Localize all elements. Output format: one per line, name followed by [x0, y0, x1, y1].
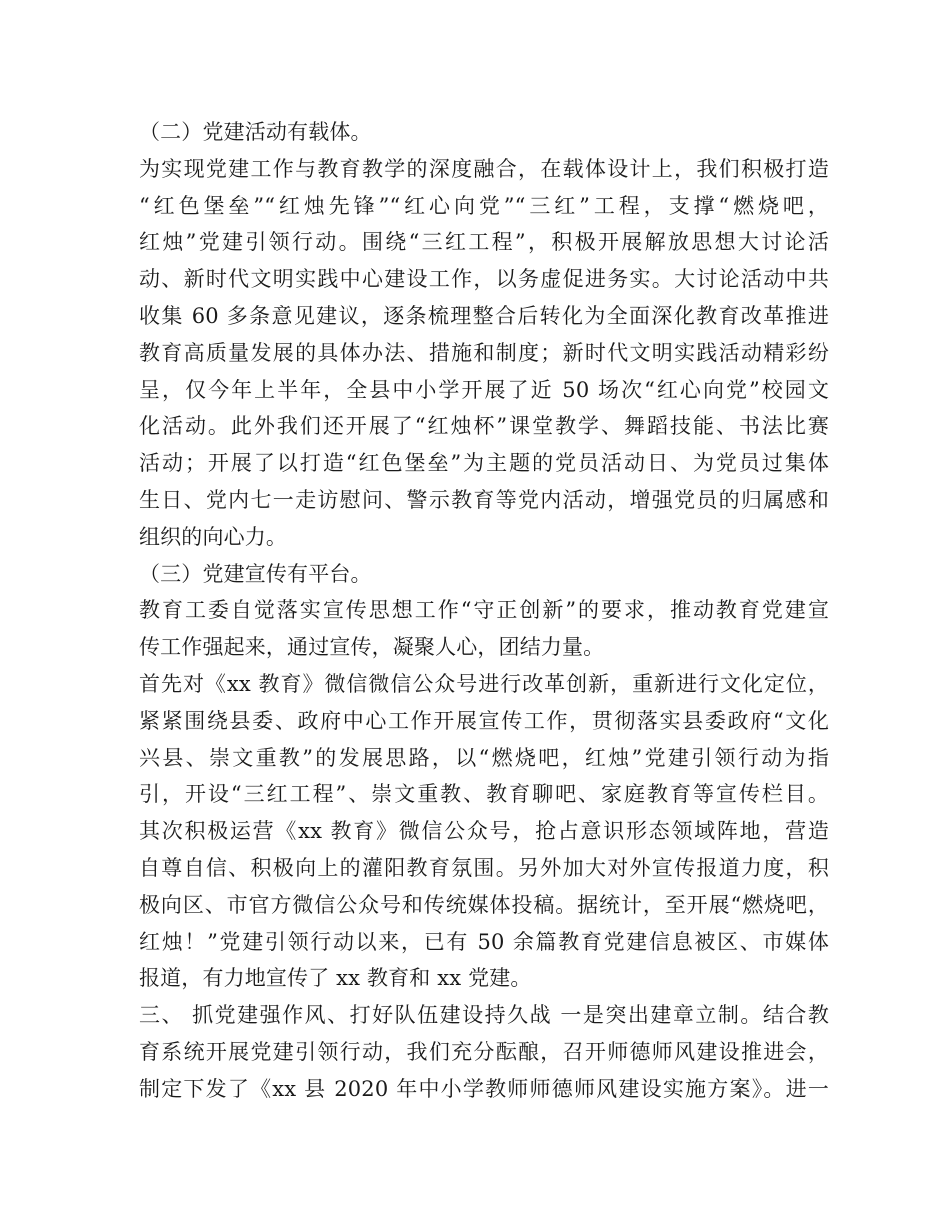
- text-line: 教育高质量发展的具体办法、措施和制度；新时代文明实践活动精彩纷: [139, 340, 829, 365]
- text-line: 红烛”党建引领行动。围绕“三红工程”，积极开展解放思想大讨论活: [139, 230, 829, 255]
- text-line: 制定下发了《xx 县 2020 年中小学教师师德师风建设实施方案》。进一: [139, 1076, 829, 1101]
- text-line: 紧紧围绕县委、政府中心工作开展宣传工作，贯彻落实县委政府“文化: [139, 708, 829, 733]
- document-body: [139, 114, 829, 1108]
- text-line: “红色堡垒”“红烛先锋”“红心向党”“三红”工程，支撑“燃烧吧，: [139, 193, 829, 218]
- text-line: 呈，仅今年上半年，全县中小学开展了近 50 场次“红心向党”校园文: [139, 377, 829, 402]
- text-line: 育系统开展党建引领行动，我们充分酝酿，召开师德师风建设推进会，: [139, 1039, 829, 1064]
- text-line: 化活动。此外我们还开展了“红烛杯”课堂教学、舞蹈技能、书法比赛: [139, 414, 829, 439]
- text-line: 活动；开展了以打造“红色堡垒”为主题的党员活动日、为党员过集体: [139, 451, 829, 476]
- text-line: 生日、党内七一走访慰问、警示教育等党内活动，增强党员的归属感和: [139, 487, 829, 512]
- section-heading-3: （三）党建宣传有平台。: [139, 561, 372, 586]
- text-line: 红烛！”党建引领行动以来，已有 50 余篇教育党建信息被区、市媒体: [139, 929, 829, 954]
- text-line: 引，开设“三红工程”、崇文重教、教育聊吧、家庭教育等宣传栏目。: [139, 782, 829, 807]
- text-line: 极向区、市官方微信公众号和传统媒体投稿。据统计，至开展“燃烧吧，: [139, 892, 829, 917]
- text-line: 首先对《xx 教育》微信微信公众号进行改革创新，重新进行文化定位，: [139, 671, 829, 696]
- text-line: 传工作强起来，通过宣传，凝聚人心，团结力量。: [139, 635, 605, 660]
- text-line: 其次积极运营《xx 教育》微信公众号，抢占意识形态领域阵地，营造: [139, 819, 829, 844]
- text-line: 兴县、崇文重教”的发展思路，以“燃烧吧，红烛”党建引领行动为指: [139, 745, 829, 770]
- section-heading-2: （二）党建活动有载体。: [139, 120, 372, 144]
- text-line: 收集 60 多条意见建议，逐条梳理整合后转化为全面深化教育改革推进: [139, 303, 829, 328]
- text-line: 报道，有力地宣传了 xx 教育和 xx 党建。: [139, 966, 532, 991]
- section-heading-three-line: 三、 抓党建强作风、打好队伍建设持久战 一是突出建章立制。结合教: [139, 1003, 829, 1028]
- text-line: 自尊自信、积极向上的灌阳教育氛围。另外加大对外宣传报道力度，积: [139, 855, 829, 880]
- text-line: 为实现党建工作与教育教学的深度融合，在载体设计上，我们积极打造: [139, 156, 829, 181]
- text-line: 教育工委自觉落实宣传思想工作“守正创新”的要求，推动教育党建宣: [139, 598, 829, 623]
- text-line: 组织的向心力。: [139, 524, 288, 549]
- text-line: 动、新时代文明实践中心建设工作，以务虚促进务实。大讨论活动中共: [139, 267, 829, 292]
